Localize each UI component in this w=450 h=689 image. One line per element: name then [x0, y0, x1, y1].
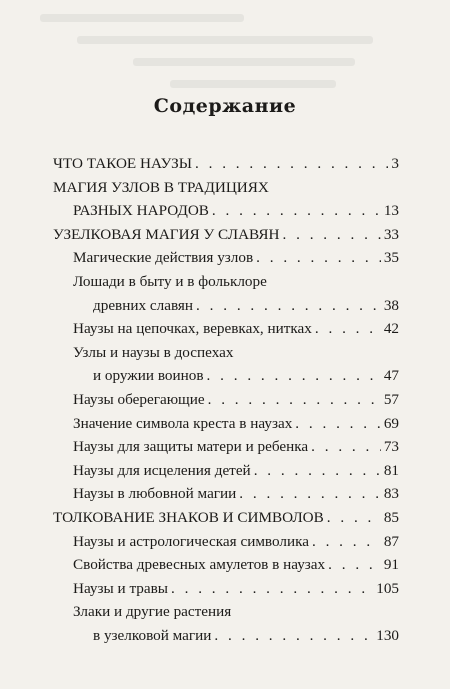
toc-entry-title: Наузы и астрологическая символика — [73, 532, 309, 550]
dot-leader — [207, 364, 381, 388]
toc-entry — [53, 600, 399, 624]
toc-entry — [53, 482, 399, 506]
toc-entry-title: Значение символа креста в наузах — [73, 414, 293, 432]
toc-page-number: 13 — [383, 202, 399, 220]
toc-page-number: 33 — [383, 225, 399, 243]
toc-entry-title: Наузы оберегающие — [73, 390, 205, 408]
dot-leader — [254, 459, 381, 483]
toc-entry — [53, 176, 399, 200]
toc-entry-title: Магические действия узлов — [73, 249, 254, 267]
bleed-through-text — [40, 0, 410, 110]
toc-entry — [53, 530, 399, 554]
dot-leader — [328, 553, 381, 577]
dot-leader — [256, 246, 381, 270]
toc-entry-title: Узлы и наузы в доспехах — [73, 343, 234, 361]
toc-entry — [53, 246, 399, 270]
toc-entry — [53, 459, 399, 483]
toc-entry-title: Наузы для исцеления детей — [73, 461, 251, 479]
toc-entry-title: Наузы на цепочках, веревках, нитках — [73, 320, 312, 338]
dot-leader — [239, 482, 381, 506]
toc-page-number: 47 — [383, 367, 399, 385]
dot-leader — [195, 152, 388, 176]
toc-entry-title: Наузы и травы — [73, 579, 168, 597]
toc-entry-title: МАГИЯ УЗЛОВ В ТРАДИЦИЯХ — [53, 178, 269, 196]
toc-entry-title: древних славян — [93, 296, 194, 314]
toc-page-number: 91 — [383, 556, 399, 574]
toc-entry — [53, 388, 399, 412]
toc-entry — [53, 364, 399, 388]
dot-leader — [212, 199, 381, 223]
toc-entry-title: Наузы в любовной магии — [73, 485, 237, 503]
dot-leader — [283, 223, 381, 247]
dot-leader — [208, 388, 381, 412]
toc-entry — [53, 223, 399, 247]
toc-entry — [53, 152, 399, 176]
toc-entry-title: Лошади в быту и в фольклоре — [73, 272, 267, 290]
toc-entry-title: Злаки и другие растения — [73, 603, 232, 621]
dot-leader — [327, 506, 381, 530]
toc-entry — [53, 341, 399, 365]
toc-page-number: 69 — [383, 414, 399, 432]
toc-entry — [53, 624, 399, 648]
toc-entry-title: ТОЛКОВАНИЕ ЗНАКОВ И СИМВОЛОВ — [53, 508, 324, 526]
dot-leader — [171, 577, 373, 601]
toc-entry-title: Свойства древесных амулетов в наузах — [73, 556, 326, 574]
toc-entry — [53, 294, 399, 318]
toc-entry-title: РАЗНЫХ НАРОДОВ — [73, 202, 209, 220]
toc-entry — [53, 412, 399, 436]
toc-page-number: 35 — [383, 249, 399, 267]
toc-entry — [53, 577, 399, 601]
toc-entry-title: и оружии воинов — [93, 367, 204, 385]
toc-entry — [53, 270, 399, 294]
toc-entry — [53, 435, 399, 459]
table-of-contents — [53, 152, 399, 647]
toc-page-number: 85 — [383, 508, 399, 526]
dot-leader — [295, 412, 381, 436]
toc-entry-title: Наузы для защиты матери и ребенка — [73, 438, 309, 456]
toc-entry-title: в узелковой магии — [93, 626, 212, 644]
dot-leader — [196, 294, 381, 318]
toc-page-number: 130 — [376, 626, 399, 644]
toc-entry-title: УЗЕЛКОВАЯ МАГИЯ У СЛАВЯН — [53, 225, 280, 243]
toc-entry-title: ЧТО ТАКОЕ НАУЗЫ — [53, 155, 192, 172]
toc-page-number: 83 — [383, 485, 399, 503]
toc-page-number: 87 — [383, 532, 399, 550]
toc-page-number: 3 — [391, 155, 399, 172]
dot-leader — [315, 317, 381, 341]
toc-page-number: 73 — [383, 438, 399, 456]
toc-entry — [53, 553, 399, 577]
toc-page-number: 57 — [383, 390, 399, 408]
toc-page-number: 105 — [376, 579, 399, 597]
toc-page-number: 42 — [383, 320, 399, 338]
toc-entry — [53, 506, 399, 530]
dot-leader — [311, 435, 381, 459]
toc-page-number: 38 — [383, 296, 399, 314]
toc-entry — [53, 199, 399, 223]
dot-leader — [214, 624, 373, 648]
dot-leader — [312, 530, 381, 554]
page-title: Содержание — [153, 95, 297, 117]
toc-page-number: 81 — [383, 461, 399, 479]
toc-entry — [53, 317, 399, 341]
